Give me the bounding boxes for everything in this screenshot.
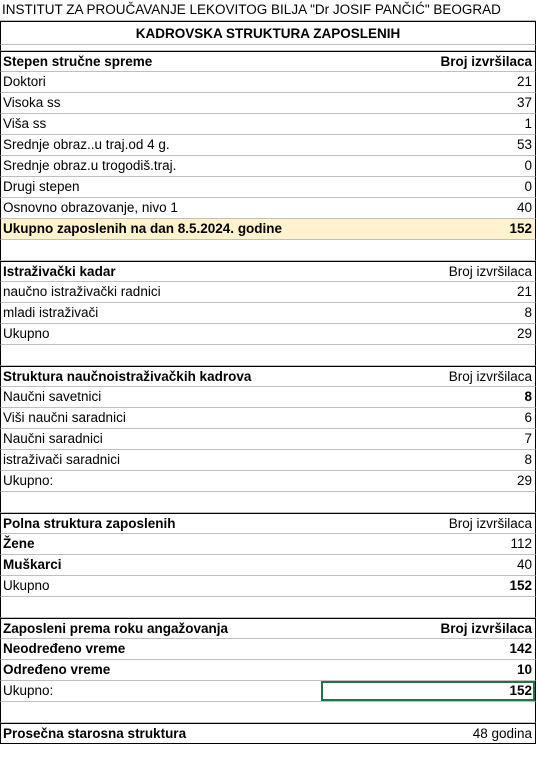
total-value: 152 xyxy=(509,683,532,698)
row-value: 8 xyxy=(524,305,532,320)
row-value: 40 xyxy=(516,200,532,215)
blank-row[interactable] xyxy=(0,345,536,366)
table-row[interactable] xyxy=(0,408,536,429)
row-value: 1 xyxy=(524,116,532,131)
row-value: 0 xyxy=(524,179,532,194)
structure-header: Struktura naučnoistraživačkih kadrova xyxy=(3,369,252,384)
education-header-row[interactable] xyxy=(0,51,536,72)
row-label: mladi istraživači xyxy=(3,305,99,320)
row-label: Naučni savetnici xyxy=(3,389,102,404)
row-value: 21 xyxy=(516,74,532,89)
row-value: 53 xyxy=(516,137,532,152)
table-row[interactable] xyxy=(0,660,536,681)
blank-row[interactable] xyxy=(0,702,536,723)
total-label: Ukupno xyxy=(3,578,50,593)
gender-total-row[interactable] xyxy=(0,576,536,597)
research-header: Istraživački kadar xyxy=(3,264,116,279)
total-value: 29 xyxy=(516,473,532,488)
row-label: Naučni saradnici xyxy=(3,431,103,446)
row-label: Neodređeno vreme xyxy=(3,641,126,656)
row-value: 0 xyxy=(524,158,532,173)
row-value: 21 xyxy=(516,284,532,299)
age-label: Prosečna starosna struktura xyxy=(3,726,187,741)
row-value: 40 xyxy=(516,557,532,572)
row-label: naučno istraživački radnici xyxy=(3,284,161,299)
engagement-header: Zaposleni prema roku angažovanja xyxy=(3,621,229,636)
table-row[interactable] xyxy=(0,156,536,177)
table-row[interactable] xyxy=(0,429,536,450)
structure-col-header: Broj izvršilaca xyxy=(448,369,532,384)
engagement-total-row[interactable] xyxy=(0,681,536,702)
research-total-row[interactable] xyxy=(0,324,536,345)
structure-header-row[interactable] xyxy=(0,366,536,387)
table-row[interactable] xyxy=(0,555,536,576)
table-row[interactable] xyxy=(0,639,536,660)
table-row[interactable] xyxy=(0,114,536,135)
row-value: 37 xyxy=(516,95,532,110)
education-header: Stepen stručne spreme xyxy=(3,54,153,69)
row-label: Srednje obraz..u traj.od 4 g. xyxy=(3,137,170,152)
total-value: 152 xyxy=(509,578,532,593)
education-total-row[interactable] xyxy=(0,219,536,240)
row-label: Drugi stepen xyxy=(3,179,80,194)
row-label: Određeno vreme xyxy=(3,662,111,677)
gender-header: Polna struktura zaposlenih xyxy=(3,516,176,531)
gender-header-row[interactable] xyxy=(0,513,536,534)
education-col-header: Broj izvršilaca xyxy=(440,54,532,69)
structure-total-row[interactable] xyxy=(0,471,536,492)
total-label: Ukupno zaposlenih na dan 8.5.2024. godine xyxy=(3,221,283,236)
page-title: KADROVSKA STRUKTURA ZAPOSLENIH xyxy=(135,26,401,41)
table-row[interactable] xyxy=(0,387,536,408)
row-value: 142 xyxy=(509,641,532,656)
row-label: Osnovno obrazovanje, nivo 1 xyxy=(3,200,178,215)
table-row[interactable] xyxy=(0,450,536,471)
table-row[interactable] xyxy=(0,177,536,198)
title-row[interactable] xyxy=(0,21,536,45)
age-row[interactable] xyxy=(0,723,536,744)
row-value: 7 xyxy=(524,431,532,446)
institute-row[interactable] xyxy=(0,0,536,21)
row-label: Viša ss xyxy=(3,116,47,131)
row-label: Visoka ss xyxy=(3,95,61,110)
total-label: Ukupno xyxy=(3,326,50,341)
table-row[interactable] xyxy=(0,135,536,156)
total-label: Ukupno: xyxy=(3,473,54,488)
age-value: 48 godina xyxy=(472,726,532,741)
row-value: 112 xyxy=(510,536,532,551)
row-value: 8 xyxy=(524,389,532,404)
table-row[interactable] xyxy=(0,72,536,93)
table-row[interactable] xyxy=(0,198,536,219)
row-label: Viši naučni saradnici xyxy=(3,410,126,425)
row-value: 6 xyxy=(524,410,532,425)
row-label: Žene xyxy=(3,536,35,551)
engagement-col-header: Broj izvršilaca xyxy=(440,621,532,636)
total-value: 29 xyxy=(516,326,532,341)
row-value: 10 xyxy=(516,662,532,677)
blank-row[interactable] xyxy=(0,597,536,618)
table-row[interactable] xyxy=(0,282,536,303)
selected-cell[interactable] xyxy=(321,681,535,701)
total-value: 152 xyxy=(509,221,532,236)
institute-name: INSTITUT ZA PROUČAVANJE LEKOVITOG BILJA "Dr JOSIF PANČIĆ" BEOGRAD xyxy=(2,2,501,17)
gender-col-header: Broj izvršilaca xyxy=(448,516,532,531)
row-label: Doktori xyxy=(3,74,46,89)
table-row[interactable] xyxy=(0,303,536,324)
research-header-row[interactable] xyxy=(0,261,536,282)
table-row[interactable] xyxy=(0,93,536,114)
blank-row[interactable] xyxy=(0,492,536,513)
research-col-header: Broj izvršilaca xyxy=(448,264,532,279)
row-label: Srednje obraz.u trogodiš.traj. xyxy=(3,158,177,173)
table-row[interactable] xyxy=(0,534,536,555)
blank-row[interactable] xyxy=(0,240,536,261)
engagement-header-row[interactable] xyxy=(0,618,536,639)
row-value: 8 xyxy=(524,452,532,467)
row-label: Muškarci xyxy=(3,557,62,572)
row-label: istraživači saradnici xyxy=(3,452,121,467)
total-label: Ukupno: xyxy=(3,683,54,698)
